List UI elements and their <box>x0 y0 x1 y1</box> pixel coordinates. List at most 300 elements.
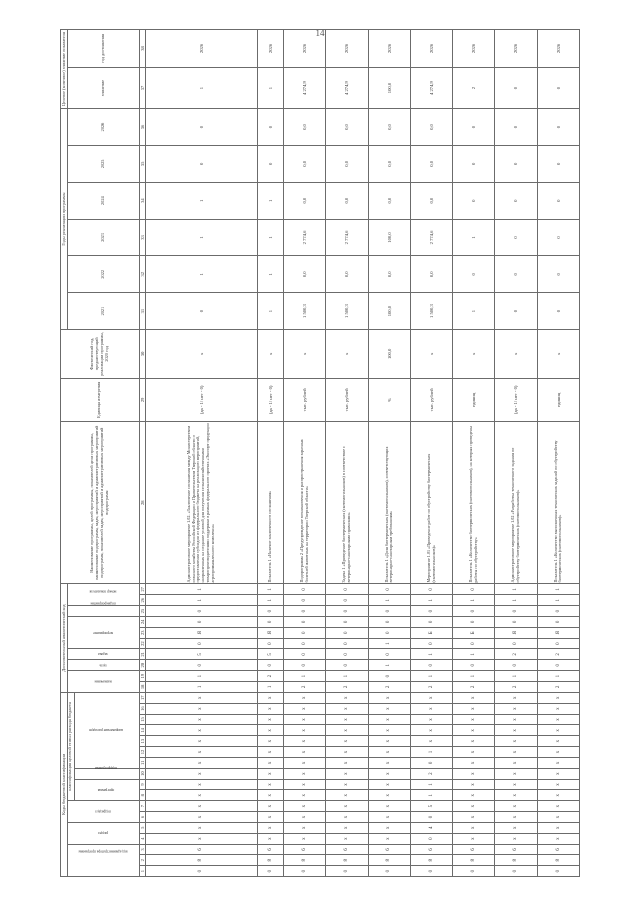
code-cell: x <box>453 724 495 735</box>
code-cell: x <box>257 822 283 833</box>
code-cell: 0 <box>145 605 257 616</box>
code-cell: x <box>495 692 537 703</box>
year-value-cell: 2 774,6 <box>410 219 452 256</box>
column-number: 13 <box>139 735 145 746</box>
code-cell: x <box>537 789 579 800</box>
year-value-cell: 0 <box>145 145 257 182</box>
fact-cell: x <box>145 329 257 378</box>
header-year-2026: 2026 <box>67 108 139 145</box>
code-cell: x <box>537 757 579 768</box>
code-cell: 2 <box>537 648 579 659</box>
column-number: 37 <box>139 67 145 108</box>
target-year-cell: 2026 <box>326 29 368 67</box>
code-cell: x <box>145 757 257 768</box>
code-cell: x <box>145 746 257 757</box>
column-number: 5 <box>139 822 145 833</box>
code-cell: 0 <box>257 638 283 649</box>
code-cell: x <box>368 746 410 757</box>
code-cell: x <box>453 757 495 768</box>
code-cell: x <box>145 724 257 735</box>
code-cell: 0 <box>537 616 579 627</box>
code-cell: 1 <box>326 670 368 681</box>
column-number: 6 <box>139 811 145 822</box>
table-row <box>495 29 537 876</box>
code-cell: 0 <box>326 583 368 594</box>
code-cell: 8 <box>257 854 283 865</box>
code-cell: 1 <box>495 594 537 605</box>
table-row <box>257 29 283 876</box>
code-cell: x <box>537 811 579 822</box>
header-admin-code: код администратора программы <box>67 844 139 876</box>
code-cell: 6 <box>537 844 579 855</box>
column-number: 10 <box>139 768 145 779</box>
code-cell: x <box>145 692 257 703</box>
fact-cell: x <box>453 329 495 378</box>
code-cell: x <box>453 789 495 800</box>
code-cell: x <box>257 746 283 757</box>
code-cell: x <box>368 789 410 800</box>
code-cell: 0 <box>537 605 579 616</box>
column-number: 29 <box>139 378 145 421</box>
code-cell: x <box>537 822 579 833</box>
code-cell: 0 <box>284 659 326 670</box>
target-value-cell: 0 <box>537 67 579 108</box>
target-value-cell: 4 274,9 <box>284 67 326 108</box>
code-cell: x <box>495 822 537 833</box>
code-cell: x <box>284 789 326 800</box>
year-value-cell: 1 <box>145 219 257 256</box>
code-cell: x <box>284 822 326 833</box>
code-cell: x <box>453 735 495 746</box>
code-cell: x <box>326 703 368 714</box>
column-number: 33 <box>139 219 145 256</box>
header-cel: цель <box>67 659 139 670</box>
code-cell: x <box>495 714 537 725</box>
column-number: 28 <box>139 421 145 583</box>
unit-cell: единиц <box>453 378 495 421</box>
column-number: 3 <box>139 844 145 855</box>
target-year-cell: 2026 <box>145 29 257 67</box>
column-number: 19 <box>139 670 145 681</box>
year-value-cell: 2 774,6 <box>326 219 368 256</box>
code-cell: Я <box>257 627 283 638</box>
code-cell: x <box>453 746 495 757</box>
year-value-cell: 0 <box>495 292 537 329</box>
unit-cell: (да - 1/ нет - 0) <box>145 378 257 421</box>
code-cell: 0 <box>368 865 410 876</box>
code-cell: 1 <box>145 594 257 605</box>
code-cell: 0 <box>453 865 495 876</box>
fact-cell: x <box>284 329 326 378</box>
code-cell: x <box>410 724 452 735</box>
column-number: 35 <box>139 145 145 182</box>
code-cell: 1 <box>495 583 537 594</box>
column-number: 25 <box>139 605 145 616</box>
code-cell: 6 <box>326 844 368 855</box>
year-value-cell: 0 <box>145 292 257 329</box>
code-cell: 1 <box>410 648 452 659</box>
code-cell: x <box>284 724 326 735</box>
code-cell: x <box>495 735 537 746</box>
target-year-cell: 2026 <box>257 29 283 67</box>
code-cell: 1 <box>537 583 579 594</box>
year-value-cell: 0 <box>537 219 579 256</box>
code-cell: 0 <box>257 605 283 616</box>
code-cell: x <box>284 800 326 811</box>
year-value-cell: 0 <box>537 182 579 219</box>
code-cell: 0 <box>284 648 326 659</box>
code-cell: 8 <box>410 854 452 865</box>
code-cell: 0 <box>410 638 452 649</box>
code-cell: 1 <box>495 670 537 681</box>
code-cell: x <box>495 833 537 844</box>
code-cell: x <box>368 779 410 790</box>
code-cell: x <box>453 692 495 703</box>
code-cell: 1 <box>410 594 452 605</box>
year-value-cell: 0 <box>257 145 283 182</box>
code-cell: x <box>453 811 495 822</box>
code-cell: x <box>537 714 579 725</box>
code-cell: x <box>537 703 579 714</box>
code-cell: x <box>145 822 257 833</box>
column-number: 8 <box>139 789 145 800</box>
code-cell: 0 <box>495 616 537 627</box>
code-cell: x <box>453 800 495 811</box>
target-value-cell: 0 <box>495 67 537 108</box>
code-cell: x <box>453 822 495 833</box>
year-value-cell: 100,0 <box>368 219 410 256</box>
table-body <box>145 29 579 876</box>
row-name-cell: Мероприятие 1.01 «Проведение работ по обустройству биотермических (скотомогильников)» <box>410 421 452 583</box>
code-cell: 0 <box>453 659 495 670</box>
target-year-cell: 2026 <box>368 29 410 67</box>
column-number: 36 <box>139 108 145 145</box>
year-value-cell: 1 <box>453 292 495 329</box>
fact-cell: x <box>257 329 283 378</box>
code-cell: 1 <box>368 638 410 649</box>
code-cell: 2 <box>410 681 452 692</box>
table-row <box>284 29 326 876</box>
header-zadacha: задача <box>67 648 139 659</box>
header-target-year: год достижения <box>67 29 139 67</box>
column-number: 21 <box>139 648 145 659</box>
code-cell: x <box>284 757 326 768</box>
code-cell: x <box>284 779 326 790</box>
row-name-cell: Подпрограмма 2 «Предупреждение возникновения и распространения заразных болезней животных на территории Тверской области» <box>284 421 326 583</box>
code-cell: 0 <box>410 659 452 670</box>
header-year-2024: 2024 <box>67 182 139 219</box>
rotated-table-sheet <box>60 29 580 877</box>
header-csr-group: классификация целевой статьи расхода бюджета <box>67 692 74 800</box>
year-value-cell: 0,0 <box>368 108 410 145</box>
code-cell: 0 <box>284 627 326 638</box>
code-cell: x <box>453 833 495 844</box>
code-cell: 0 <box>368 583 410 594</box>
code-cell: 6 <box>284 844 326 855</box>
fact-cell: 100,0 <box>368 329 410 378</box>
code-cell: x <box>368 822 410 833</box>
code-cell: x <box>284 735 326 746</box>
code-cell: 0 <box>368 670 410 681</box>
column-number: 17 <box>139 692 145 703</box>
code-cell: 0 <box>410 605 452 616</box>
year-value-cell: 0,0 <box>368 182 410 219</box>
code-cell: 0 <box>284 583 326 594</box>
row-name-cell: Показатель 1 «Доля биотермических (скотомогильников), соответствующих ветеринарно-санитарным требованиям» <box>368 421 410 583</box>
code-cell: 8 <box>284 854 326 865</box>
code-cell: x <box>257 724 283 735</box>
table-row <box>368 29 410 876</box>
unit-cell: (да - 1/ нет - 0) <box>257 378 283 421</box>
code-cell: 1 <box>453 594 495 605</box>
header-budget-codes: Коды бюджетной классификации <box>61 692 68 876</box>
code-cell: x <box>145 833 257 844</box>
code-cell: x <box>326 768 368 779</box>
code-cell: 5 <box>257 648 283 659</box>
year-value-cell: 1 500,3 <box>284 292 326 329</box>
year-value-cell: 1 <box>453 219 495 256</box>
code-cell: 0 <box>284 594 326 605</box>
code-cell: 0 <box>368 627 410 638</box>
code-cell: x <box>326 800 368 811</box>
row-name-cell: Показатель 1 «Количество биотермических (скотомогильников), на которых проведены работы по обустройству» <box>453 421 495 583</box>
year-value-cell: 1 <box>257 255 283 292</box>
year-value-cell: 2 774,6 <box>284 219 326 256</box>
column-number: 1 <box>139 865 145 876</box>
code-cell: 0 <box>410 811 452 822</box>
column-number: 16 <box>139 703 145 714</box>
code-cell: x <box>326 811 368 822</box>
year-value-cell: 100,0 <box>368 292 410 329</box>
code-cell: 1 <box>145 583 257 594</box>
year-value-cell: 0,0 <box>368 255 410 292</box>
code-cell: 6 <box>368 844 410 855</box>
column-number: 32 <box>139 255 145 292</box>
code-cell: x <box>495 800 537 811</box>
year-value-cell: 0 <box>537 108 579 145</box>
code-cell: 6 <box>453 844 495 855</box>
code-cell: x <box>453 714 495 725</box>
year-value-cell: 0,0 <box>410 108 452 145</box>
fact-cell: x <box>326 329 368 378</box>
code-cell: 0 <box>368 648 410 659</box>
code-cell: x <box>410 714 452 725</box>
code-cell: x <box>257 757 283 768</box>
code-cell: x <box>495 811 537 822</box>
table-row <box>453 29 495 876</box>
code-cell: 0 <box>145 616 257 627</box>
column-number: 2 <box>139 854 145 865</box>
code-cell: 0 <box>284 616 326 627</box>
code-cell: x <box>495 768 537 779</box>
header-csr-program: программа <box>74 779 139 801</box>
code-cell: x <box>495 789 537 800</box>
code-cell: 0 <box>453 583 495 594</box>
code-cell: 1 <box>537 594 579 605</box>
code-cell: 2 <box>284 681 326 692</box>
code-cell: 0 <box>495 605 537 616</box>
row-name-cell: Административное мероприятие 1.02. «Заключение соглашения между Министерством сельского хозяйства Российской Федерации и Правительством Тверской области о предоставлении субсидии из федерального бюджета на реализацию мероприятий, направленных на создание условий для получения сельскохозяйственными товаропроизводителями поддержки в рамках федерального проекта «Экспорт продукции агропромышленного комплекса» <box>145 421 257 583</box>
column-number: 9 <box>139 779 145 790</box>
year-value-cell: 0,0 <box>284 108 326 145</box>
code-cell: 0 <box>537 659 579 670</box>
code-cell: x <box>257 768 283 779</box>
code-cell: x <box>453 703 495 714</box>
code-cell: x <box>145 768 257 779</box>
code-cell: 0 <box>284 865 326 876</box>
code-cell: 8 <box>326 854 368 865</box>
code-cell: 0 <box>495 865 537 876</box>
code-cell: 1 <box>257 583 283 594</box>
code-cell: 0 <box>453 616 495 627</box>
code-cell: 5 <box>145 648 257 659</box>
row-name-cell: Задача 1 «Приведение биотермических (скотомогильников) в соответствие с ветеринарно-санитарными правилами» <box>326 421 368 583</box>
code-cell: 4 <box>410 822 452 833</box>
code-cell: x <box>145 811 257 822</box>
code-cell: x <box>145 703 257 714</box>
year-value-cell: 0,0 <box>284 145 326 182</box>
header-csr-direction: направление расходов <box>74 692 139 768</box>
fact-cell: x <box>410 329 452 378</box>
code-cell: x <box>368 692 410 703</box>
target-year-cell: 2026 <box>453 29 495 67</box>
code-cell: x <box>326 746 368 757</box>
code-cell: 8 <box>453 854 495 865</box>
code-cell: 0 <box>410 616 452 627</box>
code-cell: x <box>145 714 257 725</box>
target-year-cell: 2026 <box>537 29 579 67</box>
column-number: 7 <box>139 800 145 811</box>
year-value-cell: 0 <box>495 145 537 182</box>
code-cell: x <box>284 692 326 703</box>
code-cell: x <box>257 735 283 746</box>
code-cell: 0 <box>410 833 452 844</box>
header-csr-subprogram: подпрограмма <box>74 768 139 779</box>
unit-cell: тыс. рублей <box>326 378 368 421</box>
code-cell: x <box>368 768 410 779</box>
code-cell: x <box>495 746 537 757</box>
code-cell: 8 <box>495 854 537 865</box>
code-cell: 2 <box>368 681 410 692</box>
table-row <box>326 29 368 876</box>
code-cell: 0 <box>326 865 368 876</box>
year-value-cell: 0,0 <box>326 145 368 182</box>
target-value-cell: 100,0 <box>368 67 410 108</box>
code-cell: Я <box>495 627 537 638</box>
code-cell: 0 <box>495 638 537 649</box>
code-cell: x <box>453 779 495 790</box>
year-value-cell: 0 <box>495 255 537 292</box>
header-years-group: Годы реализации программы <box>61 108 68 329</box>
target-value-cell: 1 <box>145 67 257 108</box>
code-cell: x <box>326 833 368 844</box>
header-fact-year: Фактический год, предшествующий реализации программы, 2020 год <box>61 329 140 378</box>
code-cell: 6 <box>495 844 537 855</box>
code-cell: 0 <box>537 865 579 876</box>
code-cell: 1 <box>145 681 257 692</box>
target-value-cell: 1 <box>257 67 283 108</box>
code-cell: Я <box>537 627 579 638</box>
year-value-cell: 0 <box>453 182 495 219</box>
column-number: 22 <box>139 638 145 649</box>
target-value-cell: 4 274,9 <box>410 67 452 108</box>
year-value-cell: 1 <box>257 182 283 219</box>
year-value-cell: 1 <box>145 255 257 292</box>
header-pokazatel: номер показателя <box>67 583 139 605</box>
code-cell: 1 <box>368 594 410 605</box>
fact-cell: x <box>537 329 579 378</box>
column-number: 12 <box>139 746 145 757</box>
code-cell: x <box>537 746 579 757</box>
code-cell: x <box>284 746 326 757</box>
column-number: 4 <box>139 833 145 844</box>
header-unit: Единица измерения <box>61 378 140 421</box>
code-cell: 2 <box>410 768 452 779</box>
header-target-value: значение <box>67 67 139 108</box>
code-cell: 0 <box>326 648 368 659</box>
year-value-cell: 0,0 <box>284 255 326 292</box>
code-cell: 0 <box>257 659 283 670</box>
unit-cell: тыс. рублей <box>284 378 326 421</box>
code-cell: 0 <box>453 605 495 616</box>
header-year-2023: 2023 <box>67 219 139 256</box>
year-value-cell: 0,0 <box>410 145 452 182</box>
code-cell: x <box>495 724 537 735</box>
program-indicators-table <box>60 29 580 877</box>
code-cell: x <box>257 789 283 800</box>
code-cell: x <box>453 768 495 779</box>
code-cell: 0 <box>410 865 452 876</box>
code-cell: 8 <box>537 854 579 865</box>
code-cell: 0 <box>453 638 495 649</box>
target-year-cell: 2026 <box>284 29 326 67</box>
code-cell: 0 <box>326 638 368 649</box>
unit-cell: тыс. рублей <box>410 378 452 421</box>
code-cell: Б <box>453 627 495 638</box>
code-cell: 0 <box>145 865 257 876</box>
header-year-2025: 2025 <box>67 145 139 182</box>
code-cell: 1 <box>410 779 452 790</box>
code-cell: x <box>410 735 452 746</box>
year-value-cell: 1 <box>257 219 283 256</box>
target-year-cell: 2026 <box>495 29 537 67</box>
code-cell: x <box>368 735 410 746</box>
year-value-cell: 0,0 <box>368 145 410 182</box>
code-cell: x <box>257 692 283 703</box>
code-cell: x <box>368 703 410 714</box>
code-cell: 0 <box>284 638 326 649</box>
header-razdel: раздел <box>67 822 139 844</box>
year-value-cell: 1 500,3 <box>326 292 368 329</box>
code-cell: x <box>537 800 579 811</box>
table-row <box>410 29 452 876</box>
target-value-cell: 4 274,9 <box>326 67 368 108</box>
code-cell: 0 <box>145 638 257 649</box>
unit-cell: (да - 1/ нет - 0) <box>495 378 537 421</box>
code-cell: 1 <box>145 670 257 681</box>
code-cell: x <box>537 724 579 735</box>
code-cell: 1 <box>257 594 283 605</box>
code-cell: x <box>257 833 283 844</box>
code-cell: 1 <box>257 681 283 692</box>
code-cell: x <box>537 779 579 790</box>
code-cell: 0 <box>326 627 368 638</box>
code-cell: Я <box>145 627 257 638</box>
year-value-cell: 0 <box>453 145 495 182</box>
column-number: 18 <box>139 681 145 692</box>
code-cell: 0 <box>368 605 410 616</box>
code-cell: x <box>410 703 452 714</box>
